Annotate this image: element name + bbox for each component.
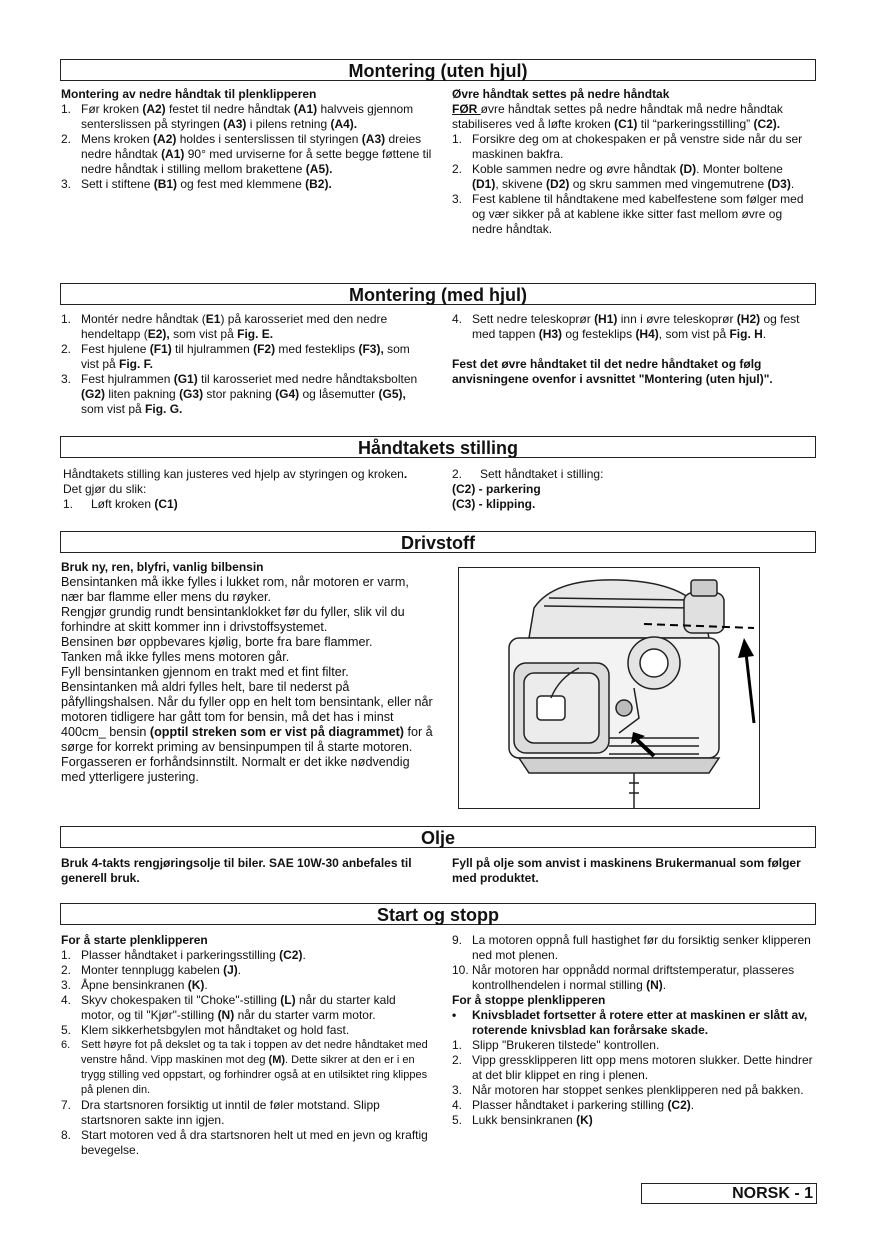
list-item: 3. Åpne bensinkranen (K).	[61, 978, 208, 992]
s6-right-column	[452, 933, 816, 1128]
s4-paragraph: Fyll bensintanken gjennom en trakt med et fint filter.	[61, 665, 349, 679]
s4-paragraph: Tanken må ikke fylles mens motoren går.	[61, 650, 290, 664]
s4-paragraph: Bensintanken må ikke fylles i lukket rom, når motoren er varm, nær bar flamme eller mens du røyker.	[61, 575, 409, 604]
list-item: 2. Koble sammen nedre og øvre håndtak (D). Monter boltene (D1), skivene (D2) og skru sammen med vingemutrene (D3).	[452, 162, 795, 191]
s3-c2: (C2) - parkering	[452, 482, 541, 496]
s4-text-column	[61, 560, 433, 785]
section-title-drivstoff: Drivstoff	[60, 531, 816, 553]
list-item: 4. Sett nedre teleskoprør (H1) inn i øvre teleskoprør (H2) og fest med tappen (H3) og festeklips (H4), som vist på Fig. H.	[452, 312, 800, 341]
list-item: 2. Fest hjulene (F1) til hjulrammen (F2) med festeklips (F3), som vist på Fig. F.	[61, 342, 410, 371]
list-item: 3. Fest hjulrammen (G1) til karosseriet med nedre håndtaksbolten (G2) liten pakning (G3) stor pakning (G4) og låsemutter (G5), som vist på Fig. G.	[61, 372, 418, 416]
s4-paragraph: Forgasseren er forhåndsinnstilt. Normalt er det ikke nødvendig med ytterligere justering.	[61, 755, 410, 784]
list-item: 8. Start motoren ved å dra startsnoren helt ut med en jevn og kraftig bevegelse.	[61, 1128, 428, 1157]
list-item: 2. Monter tennplugg kabelen (J).	[61, 963, 242, 977]
list-item: 5. Lukk bensinkranen (K)	[452, 1113, 593, 1127]
s4-paragraph: Bensintanken må aldri fylles helt, bare til nederst på påfyllingshalsen. Når du fyller opp en helt tom bensintank, eller når motoren tidligere har gått tom for bensin, må det has i minst 400cm_ bensin (opptil streken som er vist på diagrammet) for å sørge for korrekt priming av bensinpumpen til å starte motoren.	[61, 680, 433, 754]
s4-paragraph: Bensinen bør oppbevares kjølig, borte fra bare flammer.	[61, 635, 373, 649]
list-item: 4. Skyv chokespaken til "Choke"-stilling (L) når du starter kald motor, og til "Kjør"-stilling (N) når du starter varm motor.	[61, 993, 396, 1022]
s3-c3: (C3) - klipping.	[452, 497, 536, 511]
list-item: 2. Sett håndtaket i stilling:	[452, 467, 604, 481]
list-item: 3. Når motoren har stoppet senkes plenklipperen ned på bakken.	[452, 1083, 804, 1097]
section-title-handtakets-stilling: Håndtakets stilling	[60, 436, 816, 458]
s4-heading: Bruk ny, ren, blyfri, vanlig bilbensin	[61, 560, 264, 574]
s2-note: Fest det øvre håndtaket til det nedre håndtaket og følg anvisningene ovenfor i avsnittet "Montering (uten hjul)".	[452, 357, 773, 386]
s6-right-heading: For å stoppe plenklipperen	[452, 993, 606, 1007]
s3-right-column	[452, 467, 812, 512]
list-item: 5. Klem sikkerhetsbgylen mot håndtaket og hold fast.	[61, 1023, 350, 1037]
s6-left-column	[61, 933, 431, 1158]
s4-paragraph: Rengjør grundig rundt bensintanklokket før du fyller, slik vil du forhindre at skitt kommer inn i drivstoffsystemet.	[61, 605, 405, 634]
list-item: 10. Når motoren har oppnådd normal driftstemperatur, plasseres kontrollhendelen i normal stilling (N).	[452, 963, 795, 992]
list-item: 3. Sett i stiftene (B1) og fest med klemmene (B2).	[61, 177, 332, 191]
s1-right-heading: Øvre håndtak settes på nedre håndtak	[452, 87, 670, 101]
page-footer-label: NORSK - 1	[641, 1183, 817, 1204]
list-item: 4. Plasser håndtaket i parkering stilling (C2).	[452, 1098, 695, 1112]
list-item: 3. Fest kablene til håndtakene med kabelfestene som følger med og vær sikker på at kablene ikke sitter fast mellom øvre og nedre håndtak.	[452, 192, 804, 236]
list-item: 1. Montér nedre håndtak (E1) på karosseriet med den nedre hendeltapp (E2), som vist på Fig. E.	[61, 312, 388, 341]
list-item: 9. La motoren oppnå full hastighet før du forsiktig senker klipperen ned mot plenen.	[452, 933, 811, 962]
s1-right-intro: FØR øvre håndtak settes på nedre håndtak må nedre håndtak stabiliseres ved å løfte kroken (C1) til “parkeringsstilling” (C2).	[452, 102, 783, 131]
list-item: 6. Sett høyre fot på dekslet og ta tak i toppen av det nedre håndtaket med venstre hånd. Vipp maskinen mot deg (M). Dette sikrer at den er i en trygg stilling ved oppstart, og forhindrer også at en utilsiktet ring klippes på plenen din.	[61, 1039, 428, 1096]
list-item: 2. Vipp gressklipperen litt opp mens motoren slukker. Dette hindrer at det blir klippet en ring i plenen.	[452, 1053, 813, 1082]
engine-fuel-level-diagram	[458, 567, 760, 809]
warning-item: • Knivsbladet fortsetter å rotere etter at maskinen er slått av, roterende knivsblad kan forårsake skade.	[452, 1008, 808, 1037]
section-title-montering-med-hjul: Montering (med hjul)	[60, 283, 816, 305]
list-item: 1. Slipp "Brukeren tilstede" kontrollen.	[452, 1038, 660, 1052]
s1-right-column	[452, 87, 812, 237]
s6-left-heading: For å starte plenklipperen	[61, 933, 208, 947]
s3-intro: Håndtakets stilling kan justeres ved hjelp av styringen og kroken. Det gjør du slik:	[63, 467, 408, 496]
list-item: 1. Løft kroken (C1)	[63, 497, 178, 511]
list-item: 1. Før kroken (A2) festet til nedre håndtak (A1) halvveis gjennom senterslissen på styringen (A3) i pilens retning (A4).	[61, 102, 414, 131]
list-item: 1. Plasser håndtaket i parkeringsstilling (C2).	[61, 948, 306, 962]
section-title-montering-uten-hjul: Montering (uten hjul)	[60, 59, 816, 81]
s3-left-column	[63, 467, 423, 512]
s2-right-column	[452, 312, 816, 387]
s5-left-text: Bruk 4-takts rengjøringsolje til biler. SAE 10W-30 anbefales til generell bruk.	[61, 856, 412, 885]
list-item: 2. Mens kroken (A2) holdes i senterslissen til styringen (A3) dreies nedre håndtak (A1) 90° med urviserne for å sette begge føttene til nedre håndtak i stilling mellom brakettene (A5).	[61, 132, 432, 176]
list-item: 7. Dra startsnoren forsiktig ut inntil de føler motstand. Slipp startsnoren sakte inn igjen.	[61, 1098, 380, 1127]
list-item: 1. Forsikre deg om at chokespaken er på venstre side når du ser maskinen bakfra.	[452, 132, 803, 161]
section-title-olje: Olje	[60, 826, 816, 848]
s1-left-column	[61, 87, 437, 192]
section-title-start-og-stopp: Start og stopp	[60, 903, 816, 925]
s1-left-heading: Montering av nedre håndtak til plenklipperen	[61, 87, 317, 101]
s2-left-column	[61, 312, 423, 417]
s5-right-text: Fyll på olje som anvist i maskinens Brukermanual som følger med produktet.	[452, 856, 801, 885]
